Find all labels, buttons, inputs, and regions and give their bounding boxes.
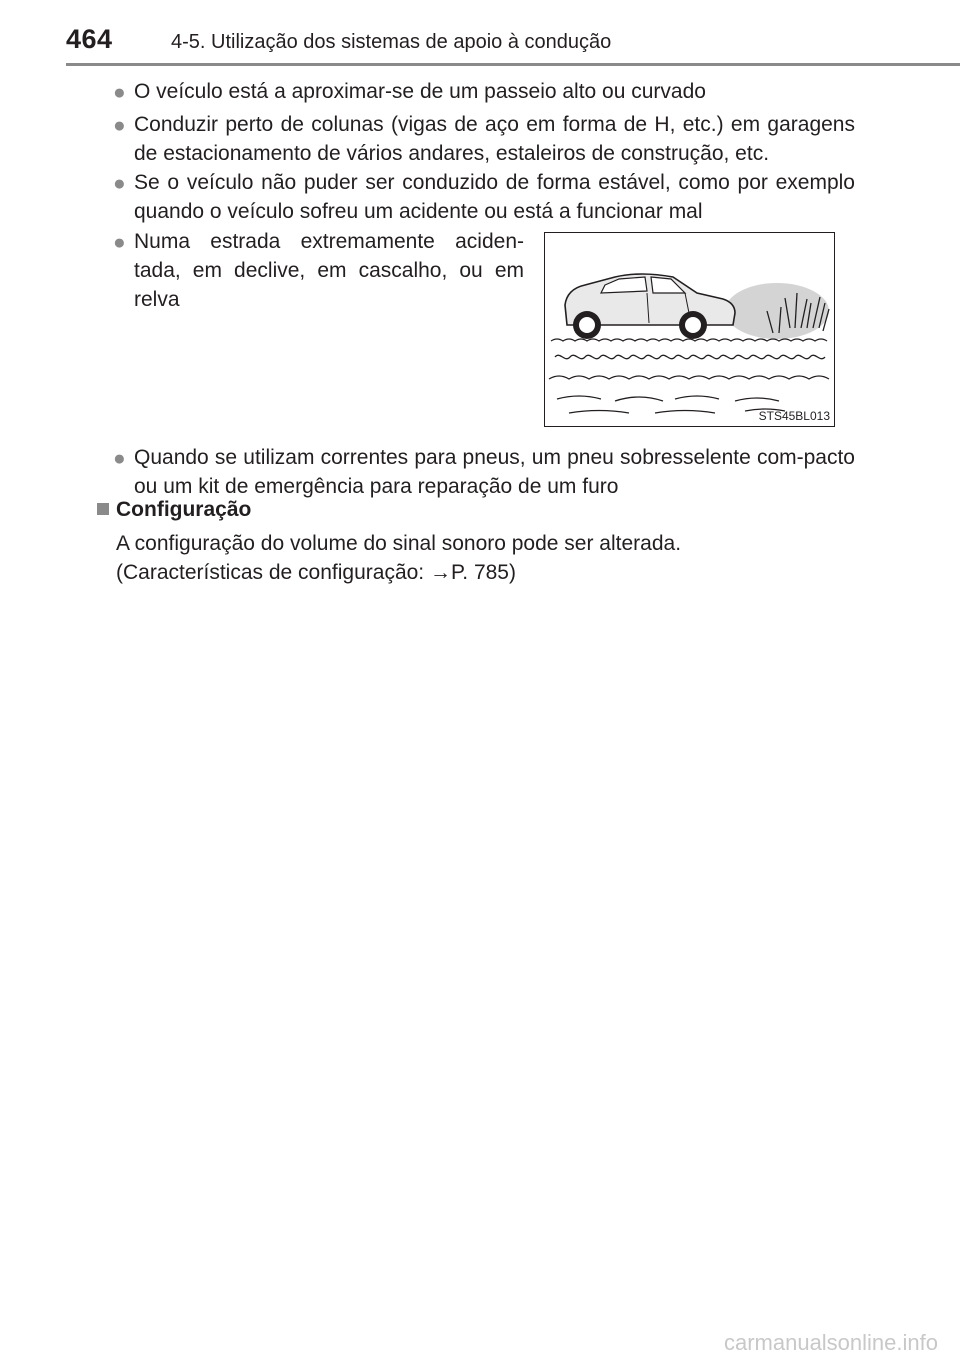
bullet-icon: ● (113, 114, 126, 137)
list-item-text: Se o veículo não puder ser conduzido de forma estável, como por exemplo quando o veículo sofreu um acidente ou está a funcionar mal (134, 171, 855, 223)
bullet-icon: ● (113, 172, 126, 195)
bullet-icon: ● (113, 447, 126, 470)
list-item-text: O veículo está a aproximar-se de um passeio alto ou curvado (134, 80, 706, 103)
page-header (0, 0, 960, 66)
list-item (113, 227, 524, 314)
list-item (113, 77, 855, 106)
config-heading (97, 498, 251, 522)
rough-road-illustration (544, 232, 835, 427)
bullet-icon: ● (113, 81, 126, 104)
config-line-1: A configuração do volume do sinal sonoro pode ser alterada. (116, 532, 682, 555)
header-rule (66, 63, 960, 66)
config-line-2: (Características de configuração: →P. 785) (116, 561, 516, 584)
config-heading-text: Configuração (116, 498, 252, 521)
list-item (113, 110, 855, 168)
car-on-gravel-icon (545, 233, 833, 425)
section-title: 4-5. Utilização dos sistemas de apoio à condução (171, 31, 612, 53)
list-item-text: Quando se utilizam correntes para pneus, um pneu sobresselente com-pacto ou um kit de emergência para reparação de um furo (134, 446, 855, 498)
list-item (113, 443, 855, 501)
square-bullet-icon (97, 503, 109, 515)
list-item-text: Numa estrada extremamente aciden-tada, em declive, em cascalho, ou em relva (134, 230, 524, 311)
watermark: carmanualsonline.info (723, 1330, 938, 1355)
list-item (113, 168, 855, 226)
figure-code: STS45BL013 (758, 409, 830, 423)
list-item-text: Conduzir perto de colunas (vigas de aço em forma de H, etc.) em garagens de estacionamento de vários andares, estaleiros de construção, etc. (134, 113, 855, 165)
page-number: 464 (66, 24, 113, 54)
bullet-icon: ● (113, 231, 126, 254)
